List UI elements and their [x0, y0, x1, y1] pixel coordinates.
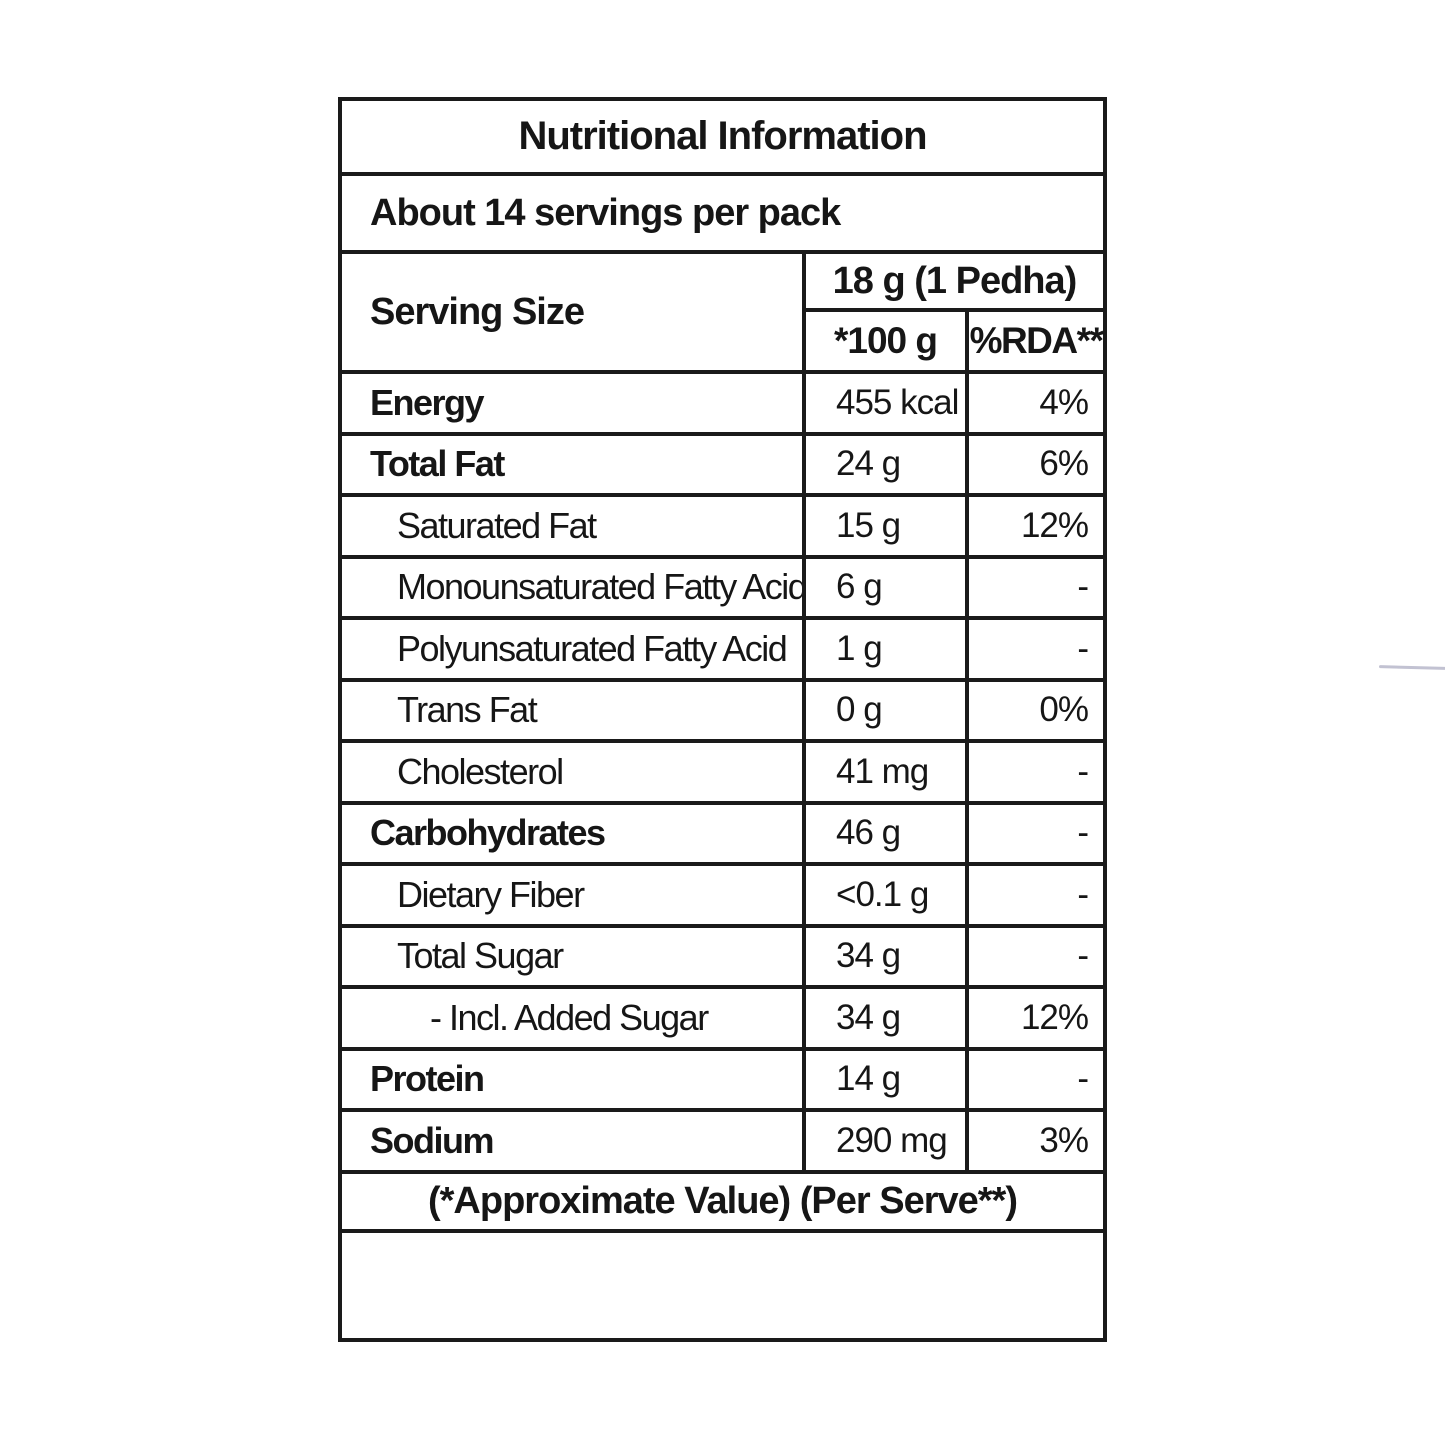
serving-size-right-block	[802, 254, 1103, 370]
table-row	[342, 559, 1103, 621]
nutrient-rda: -	[965, 1051, 1103, 1109]
table-row	[342, 866, 1103, 928]
nutrient-amount: 14 g	[802, 1051, 965, 1109]
nutrient-amount: 15 g	[802, 497, 965, 555]
nutrient-rda: 12%	[965, 497, 1103, 555]
nutrient-label: Protein	[370, 1058, 484, 1100]
nutrient-label: Total Fat	[370, 443, 504, 485]
nutrient-label: Energy	[370, 381, 484, 423]
nutrient-amount: 1 g	[802, 620, 965, 678]
table-row	[342, 374, 1103, 436]
table-row	[342, 436, 1103, 498]
nutrient-amount: 46 g	[802, 805, 965, 863]
nutrient-label: Carbohydrates	[370, 812, 605, 854]
nutrient-rda: -	[965, 743, 1103, 801]
table-row	[342, 682, 1103, 744]
servings-per-pack-row	[342, 176, 1103, 254]
servings-per-pack-text: About 14 servings per pack	[370, 191, 841, 234]
nutrient-label: Dietary Fiber	[397, 873, 584, 915]
empty-bottom-row	[342, 1233, 1103, 1339]
nutrient-label: - Incl. Added Sugar	[430, 996, 708, 1038]
table-row	[342, 805, 1103, 867]
table-title-row	[342, 101, 1103, 176]
nutrient-amount: 290 mg	[802, 1112, 965, 1170]
table-row	[342, 1112, 1103, 1174]
serving-size-row	[342, 254, 1103, 374]
nutrient-rda: 4%	[965, 374, 1103, 432]
nutrient-label: Saturated Fat	[397, 504, 596, 546]
nutrient-rda: -	[965, 559, 1103, 617]
table-row	[342, 989, 1103, 1051]
nutrient-label: Cholesterol	[397, 750, 563, 792]
nutrient-label: Monounsaturated Fatty Acid	[397, 566, 807, 608]
table-row	[342, 497, 1103, 559]
nutrient-rda: 0%	[965, 682, 1103, 740]
table-row	[342, 743, 1103, 805]
table-row	[342, 928, 1103, 990]
nutrient-amount: 6 g	[802, 559, 965, 617]
footer-note: (*Approximate Value) (Per Serve**)	[427, 1179, 1017, 1222]
stray-line	[1379, 665, 1445, 670]
amount-column-header: *100 g	[833, 320, 937, 361]
nutrient-label: Total Sugar	[397, 935, 563, 977]
nutrient-amount: 34 g	[802, 989, 965, 1047]
nutrition-table	[338, 97, 1107, 1342]
footer-note-row	[342, 1174, 1103, 1233]
nutrient-rda: 3%	[965, 1112, 1103, 1170]
table-title: Nutritional Information	[518, 114, 927, 158]
nutrient-amount: 41 mg	[802, 743, 965, 801]
nutrient-rda: -	[965, 805, 1103, 863]
serving-size-value: 18 g (1 Pedha)	[806, 254, 1103, 312]
table-row	[342, 1051, 1103, 1113]
nutrient-rda: -	[965, 620, 1103, 678]
nutrient-rda: -	[965, 866, 1103, 924]
nutrient-amount: 455 kcal	[802, 374, 965, 432]
nutrient-rda: 12%	[965, 989, 1103, 1047]
nutrient-rda: -	[965, 928, 1103, 986]
serving-size-label: Serving Size	[370, 290, 584, 333]
nutrient-label: Sodium	[370, 1119, 493, 1161]
rda-column-header: %RDA**	[965, 312, 1103, 370]
nutrient-rows	[342, 374, 1103, 1174]
nutrient-amount: 0 g	[802, 682, 965, 740]
column-headers	[806, 312, 1103, 370]
nutrient-amount: <0.1 g	[802, 866, 965, 924]
nutrient-amount: 34 g	[802, 928, 965, 986]
nutrient-label: Trans Fat	[397, 689, 537, 731]
nutrient-rda: 6%	[965, 436, 1103, 494]
nutrient-label: Polyunsaturated Fatty Acid	[397, 627, 787, 669]
table-row	[342, 620, 1103, 682]
nutrient-amount: 24 g	[802, 436, 965, 494]
